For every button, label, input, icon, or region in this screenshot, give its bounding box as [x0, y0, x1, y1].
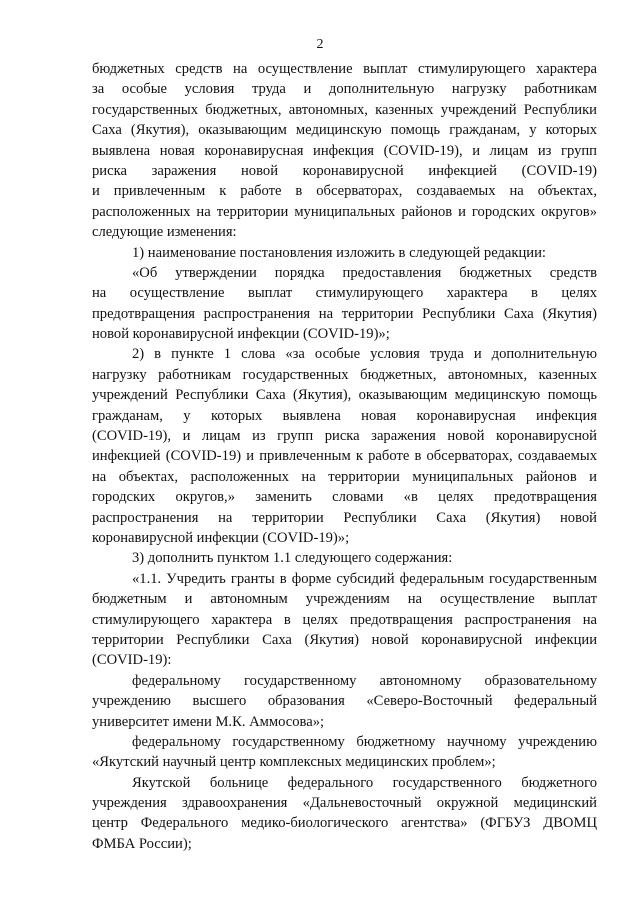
- page-number: 2: [316, 37, 324, 52]
- text-line: учреждения здравоохранения «Дальневосточный окружной медицинский: [92, 795, 597, 812]
- text-line: государственных бюджетных, автономных, казенных учреждений Республики: [92, 101, 597, 118]
- text-line: Саха (Якутия), оказывающим медицинскую помощь гражданам, у которых: [92, 122, 597, 139]
- text-line: предотвращения распространения на территории Республики Саха (Якутия): [92, 305, 597, 322]
- text-line: расположенных на территории муниципальных районов и городских округов»: [92, 203, 597, 220]
- text-line: риска заражения новой коронавирусной инфекцией (COVID-19): [92, 162, 597, 179]
- text-line: инфекцией (COVID-19) и привлеченным к работе в обсерваторах, создаваемых: [92, 448, 597, 465]
- text-line: бюджетным и автономным учреждениям на осуществление выплат: [92, 591, 597, 608]
- text-line: городских округов,» заменить словами «в целях предотвращения: [92, 489, 597, 506]
- text-line: университет имени М.К. Аммосова»;: [92, 713, 325, 730]
- text-line: следующие изменения:: [92, 224, 237, 241]
- text-line: «1.1. Учредить гранты в форме субсидий федеральным государственным: [132, 570, 597, 587]
- text-line: стимулирующего характера в целях предотвращения распространения на: [92, 611, 597, 628]
- text-line: коронавирусной инфекции (COVID-19)»;: [92, 529, 350, 546]
- text-line: федеральному государственному автономному образовательному: [132, 672, 597, 689]
- text-line: ФМБА России);: [92, 835, 192, 852]
- text-line: нагрузку работникам государственных бюджетных, автономных, казенных: [92, 366, 597, 383]
- text-line: и привлеченным к работе в обсерваторах, создаваемых на объектах,: [92, 183, 597, 200]
- text-line: Якутской больнице федерального государственного бюджетного: [132, 774, 597, 791]
- text-line: территории Республики Саха (Якутия) новой коронавирусной инфекции: [92, 631, 597, 648]
- text-line: новой коронавирусной инфекции (COVID-19)»;: [92, 326, 390, 343]
- text-line: (COVID-19), и лицам из групп риска заражения новой коронавирусной: [92, 428, 597, 445]
- text-line: гражданам, у которых выявлена новая коронавирусная инфекция: [92, 407, 597, 424]
- text-line: «Об утверждении порядка предоставления бюджетных средств: [132, 264, 597, 281]
- text-line: 3) дополнить пунктом 1.1 следующего содержания:: [132, 550, 453, 567]
- text-line: на осуществление выплат стимулирующего характера в целях: [92, 285, 597, 302]
- text-line: центр Федерального медико-биологического агентства» (ФГБУЗ ДВОМЦ: [92, 815, 597, 832]
- text-line: учреждению высшего образования «Северо-Восточный федеральный: [92, 693, 597, 710]
- text-line: 1) наименование постановления изложить в следующей редакции:: [132, 244, 546, 261]
- text-line: учреждений Республики Саха (Якутия), оказывающим медицинскую помощь: [92, 387, 597, 404]
- text-line: 2) в пункте 1 слова «за особые условия труда и дополнительную: [132, 346, 597, 363]
- text-line: распространения на территории Республики Саха (Якутия) новой: [92, 509, 597, 526]
- text-line: федеральному государственному бюджетному научному учреждению: [132, 733, 597, 750]
- text-line: бюджетных средств на осуществление выплат стимулирующего характера: [92, 61, 597, 77]
- text-line: (COVID-19):: [92, 652, 172, 669]
- text-line: «Якутский научный центр комплексных медицинских проблем»;: [92, 754, 496, 771]
- text-line: на объектах, расположенных на территории муниципальных районов и: [92, 468, 597, 485]
- text-line: за особые условия труда и дополнительную нагрузку работникам: [92, 81, 597, 98]
- document-body: [92, 59, 597, 854]
- text-line: выявлена новая коронавирусная инфекция (COVID-19), и лицам из групп: [92, 142, 597, 159]
